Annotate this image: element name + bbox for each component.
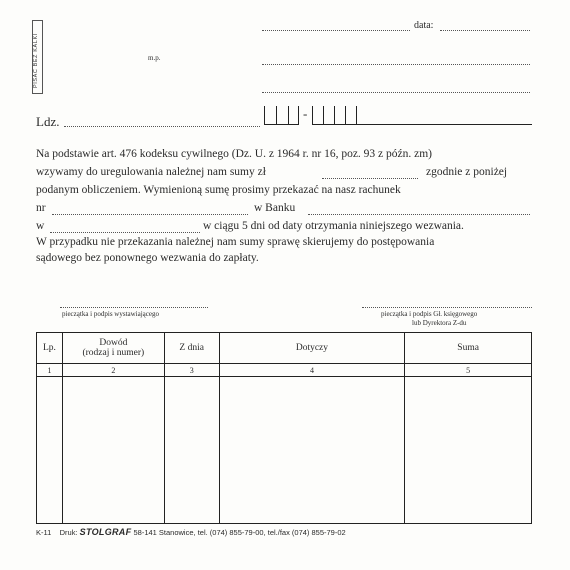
cell-dowod[interactable] (62, 377, 164, 524)
stamp-label: m.p. (148, 54, 161, 62)
account-label: nr (36, 202, 46, 214)
place-field[interactable] (50, 232, 200, 233)
date-field[interactable] (440, 30, 530, 31)
ldz-tail-line (356, 124, 532, 125)
paragraph-line-7: sądowego bez ponownego wezwania do zapłaty. (36, 252, 259, 264)
paragraph-line-3: podanym obliczeniem. Wymienioną sumę prosimy przekazać na nasz rachunek (36, 184, 401, 196)
bank-label: w Banku (254, 202, 296, 214)
printer-address: 58-141 Stanowice, tel. (074) 855-79-00, tel./fax (074) 855-79-02 (133, 528, 346, 537)
druk-label: Druk: (59, 528, 78, 537)
place-label: w (36, 220, 45, 232)
header-lp: Lp. (37, 333, 63, 364)
cell-dotyczy[interactable] (219, 377, 405, 524)
paragraph-line-5: w ciągu 5 dni od daty otrzymania niniejszego wezwania. (203, 220, 464, 232)
print-footer (36, 527, 346, 537)
header-line-3[interactable] (262, 92, 530, 93)
issuer-signature-line[interactable] (60, 307, 208, 308)
cell-z-dnia[interactable] (164, 377, 219, 524)
amount-field[interactable] (322, 178, 418, 179)
ldz-box-end (298, 106, 299, 124)
paragraph-line-6: W przypadku nie przekazania należnej nam sumy sprawę skierujemy do postępowania (36, 236, 435, 248)
paragraph-line-2a: wzywamy do uregulowania należnej nam sumy zł (36, 166, 266, 178)
ldz-box-end (356, 106, 357, 124)
accountant-signature-label-2: lub Dyrektora Z-du (412, 319, 467, 327)
bank-field[interactable] (308, 214, 530, 215)
cell-lp[interactable] (37, 377, 63, 524)
header-dowod-line-1: Dowód (99, 338, 128, 348)
side-note: PISAĆ BEZ KALKI (33, 33, 39, 88)
accountant-signature-line[interactable] (362, 307, 532, 308)
accountant-signature-label-1: pieczątka i podpis Gł. księgowego (381, 310, 478, 318)
header-dowod (62, 333, 164, 364)
header-dotyczy: Dotyczy (219, 333, 405, 364)
printer-brand: STOLGRAF (79, 527, 132, 537)
date-label: data: (414, 20, 434, 31)
cell-suma[interactable] (405, 377, 532, 524)
table-header-row (37, 333, 532, 364)
table-row[interactable] (37, 377, 532, 524)
col-number: 3 (164, 364, 219, 377)
header-suma: Suma (405, 333, 532, 364)
ldz-label: Ldz. (36, 114, 60, 129)
form-id: K-11 (36, 528, 52, 537)
paragraph-line-2b: zgodnie z poniżej (426, 166, 508, 178)
ldz-dash: - (303, 106, 308, 121)
col-number: 1 (37, 364, 63, 377)
issuer-signature-label: pieczątka i podpis wystawiającego (62, 310, 159, 318)
table-number-row (37, 364, 532, 377)
header-line-2[interactable] (262, 64, 530, 65)
col-number: 5 (405, 364, 532, 377)
header-dowod-line-2: (rodzaj i numer) (82, 348, 145, 358)
items-table (36, 332, 532, 524)
col-number: 4 (219, 364, 405, 377)
account-field[interactable] (52, 214, 248, 215)
col-number: 2 (62, 364, 164, 377)
ldz-field[interactable] (64, 126, 260, 127)
header-line-1 (262, 30, 410, 31)
paragraph-line-1: Na podstawie art. 476 kodeksu cywilnego (Dz. U. z 1964 r. nr 16, poz. 93 z późn. zm) (36, 148, 433, 160)
header-z-dnia: Z dnia (164, 333, 219, 364)
